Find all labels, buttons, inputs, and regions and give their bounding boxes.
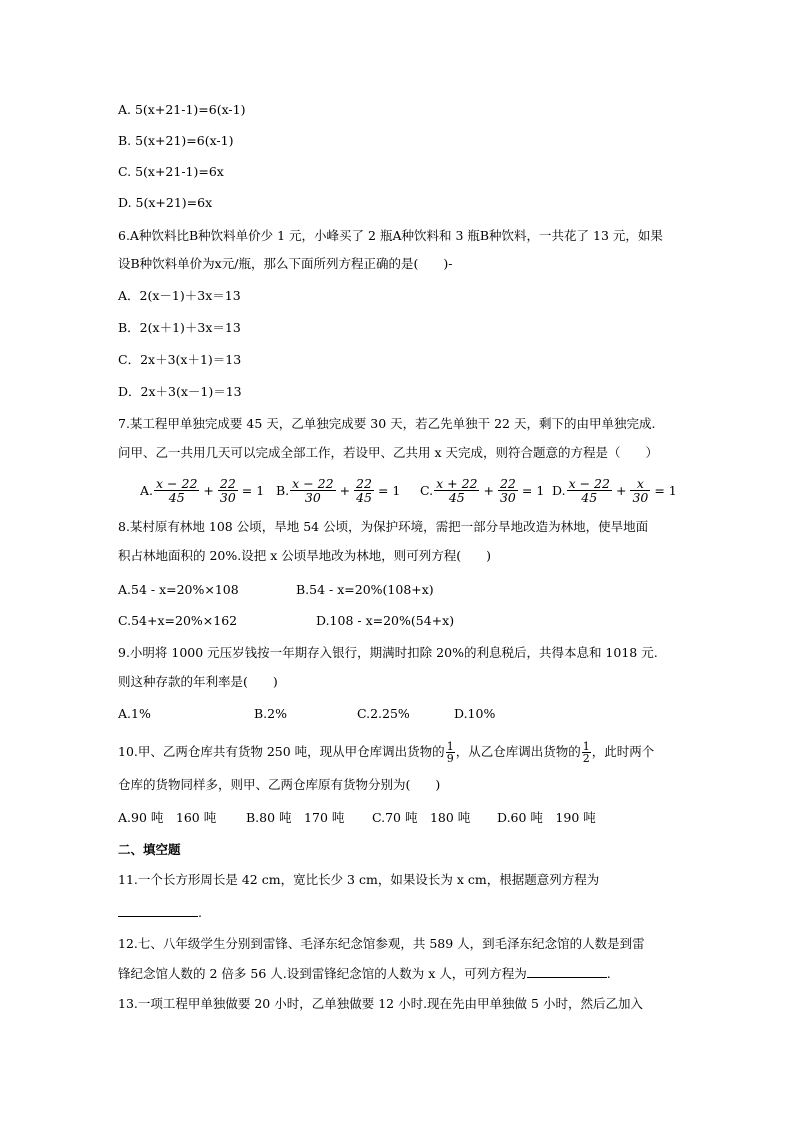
fraction: $\frac{x - 22}{45}$ [156, 475, 198, 505]
section-heading-fill-in: 二、填空题 [118, 842, 181, 857]
q10-option-c: C.70 吨 180 吨 [372, 810, 471, 825]
q6-stem-line1: 6.A种饮料比B种饮料单价少 1 元，小峰买了 2 瓶A种饮料和 3 瓶B种饮料，一共花了 13 元，如果 [118, 228, 663, 243]
q6-stem-line2: 设B种饮料单价为x元/瓶，那么下面所列方程正确的是( )- [118, 256, 453, 271]
fraction: $\frac{x + 22}{45}$ [436, 475, 478, 505]
q9-stem-line2: 则这种存款的年利率是( ) [118, 674, 278, 689]
q12-stem-line1: 12.七、八年级学生分别到雷锋、毛泽东纪念馆参观，共 589 人，到毛泽东纪念馆的人数是到雷 [118, 936, 645, 951]
fraction: $\frac{22}{45}$ [356, 475, 372, 505]
q7-option-b: B. $\frac{x - 22}{30}$ + $\frac{22}{45}$ = 1 [276, 475, 401, 505]
q10-stem-line2: 仓库的货物同样多，则甲、乙两仓库原有货物分别为( ) [118, 777, 441, 792]
q11-answer-blank[interactable] [118, 902, 198, 917]
fraction: $\frac{22}{30}$ [219, 475, 236, 505]
q6-option-a: A．2(x－1)＋3x＝13 [118, 288, 241, 303]
q9-stem-line1: 9.小明将 1000 元压岁钱按一年期存入银行，期满时扣除 20%的利息税后，共得本息和 1018 元. [118, 645, 658, 660]
q6-option-b: B．2(x＋1)＋3x＝13 [118, 320, 241, 335]
fraction: $\frac{x}{30}$ [632, 475, 649, 505]
q7-option-a: A. $\frac{x - 22}{45}$ + $\frac{22}{30}$ = 1 [140, 475, 265, 505]
q5-option-c: C. 5(x+21-1)=6x [118, 164, 224, 179]
q8-option-a: A.54 - x=20%×108 [118, 582, 239, 597]
q7-option-c: C. $\frac{x + 22}{45}$ + $\frac{22}{30}$ = 1 [420, 475, 545, 505]
q7-stem-line1: 7.某工程甲单独完成要 45 天，乙单独完成要 30 天，若乙先单独干 22 天，剩下的由甲单独完成. [118, 416, 656, 431]
q5-option-a: A. 5(x+21-1)=6(x-1) [118, 102, 246, 117]
q9-option-d: D.10% [454, 706, 496, 721]
fraction: $\frac{22}{30}$ [499, 475, 516, 505]
q7-stem-line2: 问甲、乙一共用几天可以完成全部工作，若设甲、乙共用 x 天完成，则符合题意的方程是（ ） [118, 445, 658, 460]
q12-answer-blank[interactable] [527, 963, 607, 978]
q6-option-d: D．2x＋3(x－1)＝13 [118, 384, 242, 399]
q12-stem-line2: 锋纪念馆人数的 2 倍多 56 人.设到雷锋纪念馆的人数为 x 人，可列方程为 . [118, 963, 611, 984]
q8-option-b: B.54 - x=20%(108+x) [296, 582, 434, 597]
q8-option-c: C.54+x=20%×162 [118, 613, 238, 628]
fraction-one-ninth: $\frac{1}{9}$ [446, 739, 454, 765]
q11-stem-line1: 11.一个长方形周长是 42 cm，宽比长少 3 cm，如果设长为 x cm，根据题意列方程为 [118, 872, 600, 887]
q9-option-b: B.2% [254, 706, 287, 721]
q5-option-d: D. 5(x+21)=6x [118, 195, 213, 210]
q10-stem-line1: 10.甲、乙两仓库共有货物 250 吨，现从甲仓库调出货物的 $\frac{1}{9}$ ，从乙仓库调出货物的 $\frac{1}{2}$ ，此时两个 [118, 739, 655, 765]
q10-option-a: A.90 吨 160 吨 [118, 810, 217, 825]
fraction: $\frac{x - 22}{45}$ [568, 475, 610, 505]
q8-option-d: D.108 - x=20%(54+x) [316, 613, 455, 628]
q10-option-b: B.80 吨 170 吨 [246, 810, 345, 825]
q10-option-d: D.60 吨 190 吨 [497, 810, 596, 825]
q8-stem-line1: 8.某村原有林地 108 公顷，旱地 54 公顷，为保护环境，需把一部分旱地改造为林地，使旱地面 [118, 519, 649, 534]
q8-stem-line2: 积占林地面积的 20%.设把 x 公顷旱地改为林地，则可列方程( ) [118, 548, 491, 563]
q7-option-d: D. $\frac{x - 22}{45}$ + $\frac{x}{30}$ = 1 [552, 475, 677, 505]
q13-stem-line1: 13.一项工程甲单独做要 20 小时，乙单独做要 12 小时.现在先由甲单独做 5 小时，然后乙加入 [118, 996, 643, 1011]
q9-option-a: A.1% [118, 706, 151, 721]
q9-option-c: C.2.25% [357, 706, 410, 721]
q5-option-b: B. 5(x+21)=6(x-1) [118, 133, 234, 148]
q11-answer-line: . [118, 902, 202, 923]
q6-option-c: C．2x＋3(x＋1)＝13 [118, 352, 242, 367]
fraction: $\frac{x - 22}{30}$ [292, 475, 334, 505]
fraction-one-half: $\frac{1}{2}$ [582, 739, 590, 765]
